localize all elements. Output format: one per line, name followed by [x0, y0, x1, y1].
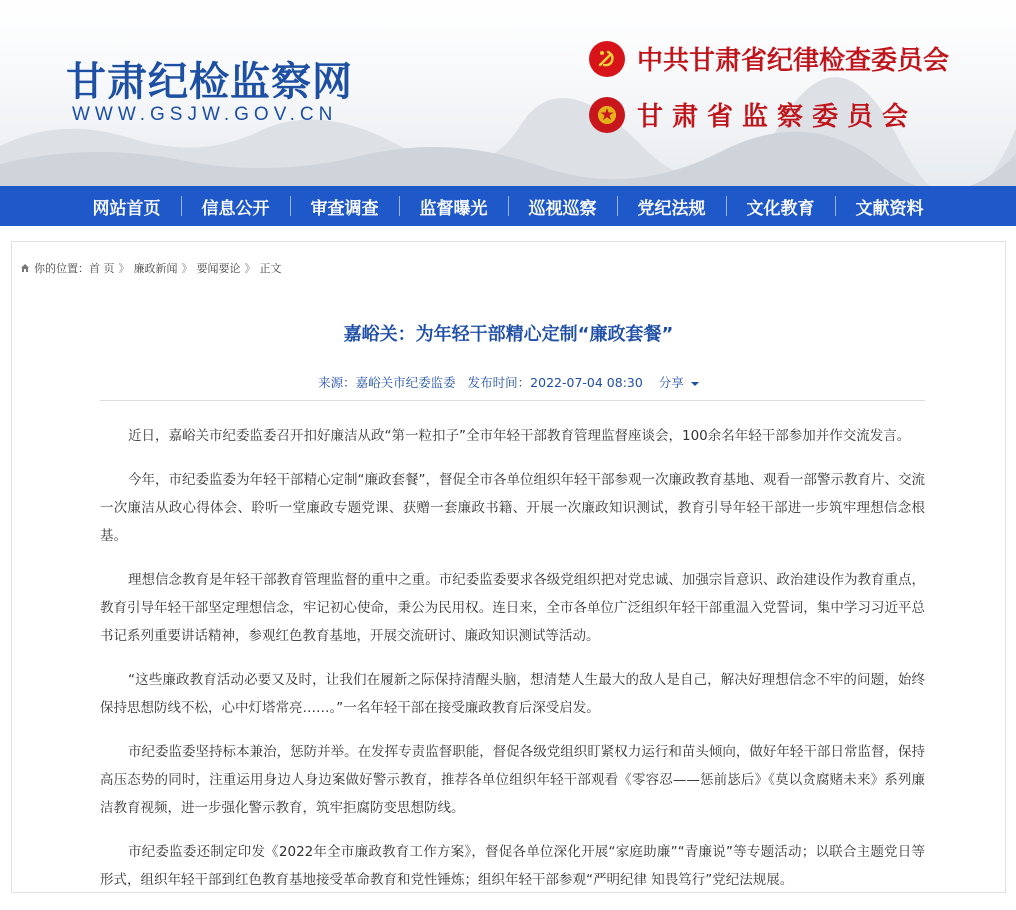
article-paragraph: 市纪委监委还制定印发《2022年全市廉政教育工作方案》，督促各单位深化开展“家庭助廉”“青廉说”等专题活动；以联合主题党日等形式，组织年轻干部到红色教育基地接受革命教育和党性锤炼；组织年轻干部参观“严明纪律 知畏笃行”党纪法规展。: [100, 844, 925, 888]
nav-item-documents[interactable]: 文献资料: [855, 198, 924, 219]
breadcrumb: [20, 260, 282, 276]
article-source: 来源：嘉峪关市纪委监委: [318, 375, 456, 390]
site-title[interactable]: 甘肃纪检监察网: [66, 59, 353, 105]
org-party-name: 中共甘肃省纪律检查委员会: [637, 46, 950, 76]
nav-item-inspection[interactable]: 巡视巡察: [528, 198, 597, 219]
nav-item-investigation[interactable]: 审查调查: [310, 198, 379, 219]
breadcrumb-separator: 》: [118, 262, 130, 275]
article-title: 嘉峪关：为年轻干部精心定制“廉政套餐”: [343, 324, 674, 345]
nav-item-info-disclosure[interactable]: 信息公开: [201, 198, 270, 219]
article-paragraph: 市纪委监委坚持标本兼治，惩防并举。在发挥专责监督职能，督促各级党组织盯紧权力运行和苗头倾向，做好年轻干部日常监督，保持高压态势的同时，注重运用身边人身边案做好警示教育，推荐各单位组织年轻干部观看《零容忍——惩前毖后》《莫以贪腐赌未来》系列廉洁教育视频，进一步强化警示教育，筑牢拒腐防变思想防线。: [100, 744, 925, 816]
article-meta: [12, 373, 1005, 391]
content-panel: [11, 241, 1006, 893]
article-paragraph: 理想信念教育是年轻干部教育管理监督的重中之重。市纪委监委要求各级党组织把对党忠诚、加强宗旨意识、政治建设作为教育重点，教育引导年轻干部坚定理想信念，牢记初心使命，秉公为民用权。连日来，全市各单位广泛组织年轻干部重温入党誓词，集中学习习近平总书记系列重要讲话精神，参观红色教育基地，开展交流研讨、廉政知识测试等活动。: [100, 572, 925, 644]
nav-item-culture[interactable]: 文化教育: [746, 198, 815, 219]
article-paragraph: 近日，嘉峪关市纪委监委召开扣好廉洁从政“第一粒扣子”全市年轻干部教育管理监督座谈会，100余名年轻干部参加并作交流发言。: [128, 428, 911, 444]
share-button[interactable]: [655, 375, 699, 390]
party-emblem-icon: [589, 41, 625, 77]
nav-item-regulations[interactable]: 党纪法规: [637, 198, 706, 219]
org-party-committee: [589, 40, 949, 77]
site-domain: WWW.GSJW.GOV.CN: [72, 104, 338, 125]
article-body: [100, 422, 925, 910]
title-divider: [100, 400, 925, 401]
breadcrumb-prefix: 你的位置：: [34, 262, 89, 275]
caret-down-icon: [691, 382, 699, 386]
breadcrumb-current: 正文: [259, 262, 282, 275]
header-banner: [0, 0, 1016, 186]
breadcrumb-news[interactable]: 廉政新闻: [133, 262, 178, 275]
article-paragraph: 今年，市纪委监委为年轻干部精心定制“廉政套餐”，督促全市各单位组织年轻干部参观一次廉政教育基地、观看一部警示教育片、交流一次廉洁从政心得体会、聆听一堂廉政专题党课、获赠一套廉政书籍、开展一次廉政知识测试，教育引导年轻干部进一步筑牢理想信念根基。: [100, 472, 925, 544]
breadcrumb-home[interactable]: 首 页: [89, 262, 115, 275]
article-paragraph: “这些廉政教育活动必要又及时，让我们在履新之际保持清醒头脑，想清楚人生最大的敌人是自己，解决好理想信念不牢的问题，始终保持思想防线不松，心中灯塔常亮……。”一名年轻干部在接受廉政教育后深受启发。: [100, 672, 925, 716]
nav-item-exposure[interactable]: 监督曝光: [419, 198, 488, 219]
main-nav: [0, 186, 1016, 226]
breadcrumb-headlines[interactable]: 要闻要论: [196, 262, 241, 275]
org-supervision-name: 甘肃省监察委员会: [637, 102, 918, 132]
home-icon: [20, 263, 30, 273]
national-emblem-icon: [589, 97, 625, 133]
share-label: 分享: [658, 375, 684, 390]
breadcrumb-separator: 》: [181, 262, 193, 275]
nav-item-home[interactable]: 网站首页: [92, 198, 161, 219]
org-supervision-committee: [589, 96, 917, 133]
article-publish-time: 发布时间：2022-07-04 08:30: [467, 375, 643, 390]
breadcrumb-separator: 》: [244, 262, 256, 275]
